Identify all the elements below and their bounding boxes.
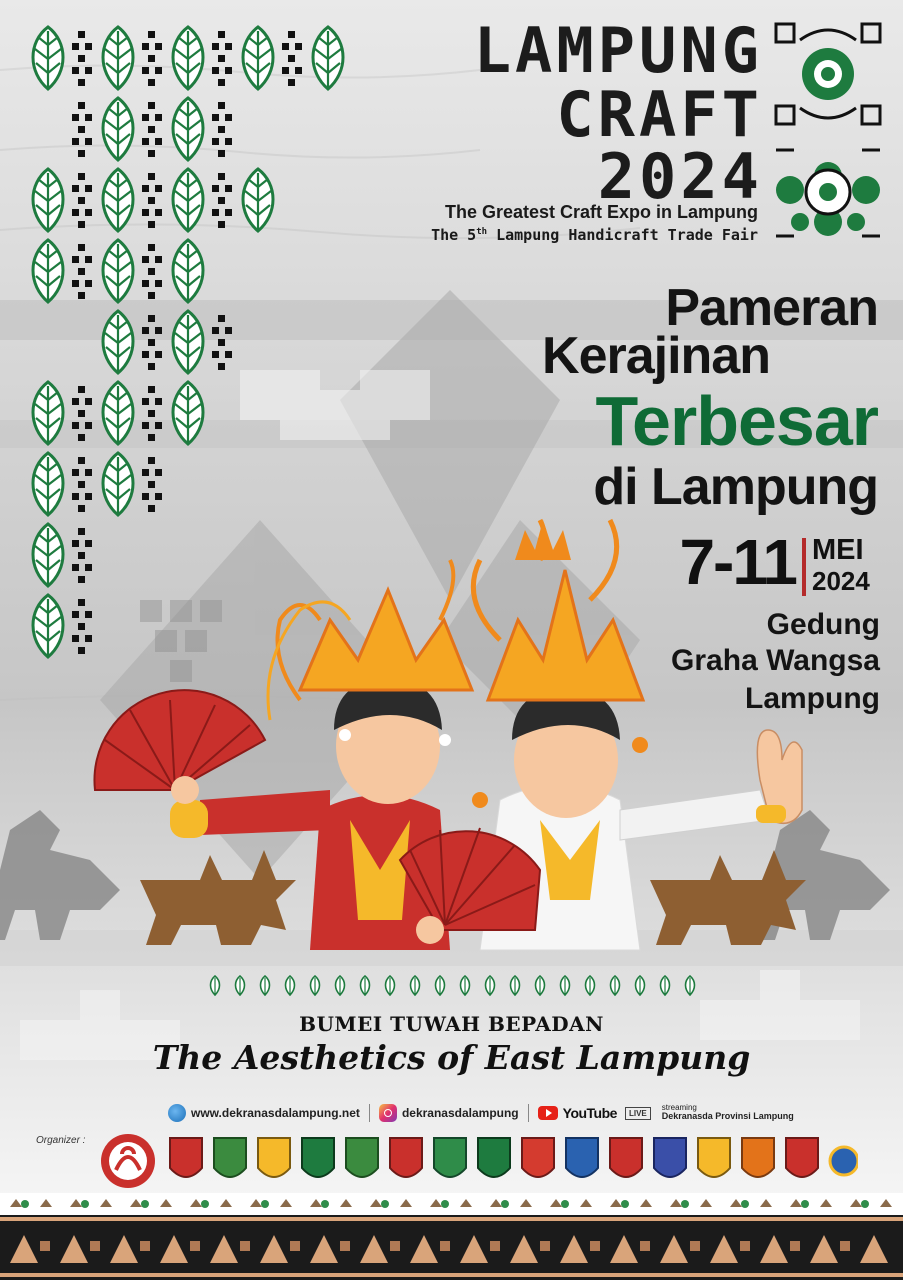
organizer-label: Organizer : bbox=[36, 1135, 86, 1146]
event-month: MEI bbox=[812, 534, 864, 566]
date-divider bbox=[802, 538, 806, 596]
venue-line-2: Graha Wangsa bbox=[671, 644, 880, 677]
subtagline-prefix: The 5 bbox=[431, 226, 477, 244]
subtagline-ordinal: th bbox=[476, 227, 488, 237]
youtube-link[interactable] bbox=[538, 1104, 794, 1123]
subtagline-suffix: Lampung Handicraft Trade Fair bbox=[487, 226, 758, 244]
title-line-2: CRAFT bbox=[556, 78, 763, 151]
footer-tapis-border bbox=[0, 1193, 903, 1280]
instagram-handle: dekranasdalampung bbox=[401, 1106, 519, 1120]
website-link[interactable] bbox=[168, 1104, 360, 1122]
title-line-3: 2024 bbox=[597, 140, 763, 213]
streaming-info bbox=[662, 1104, 794, 1123]
headline-line-2: Kerajinan bbox=[542, 327, 770, 385]
venue-line-1: Gedung bbox=[766, 608, 880, 641]
globe-icon bbox=[168, 1104, 186, 1122]
youtube-text: YouTube bbox=[562, 1105, 617, 1121]
website-text: www.dekranasdalampung.net bbox=[191, 1106, 360, 1120]
organizer-logos bbox=[98, 1134, 858, 1188]
divider bbox=[528, 1104, 529, 1122]
headline-line-3: Terbesar bbox=[595, 382, 878, 460]
streaming-label: streaming bbox=[661, 1102, 697, 1112]
contact-links bbox=[168, 1101, 808, 1125]
regency-crest-icon bbox=[170, 1138, 858, 1177]
theme-local: BUMEI TUWAH BEPADAN bbox=[299, 1012, 604, 1036]
event-days: 7-11 bbox=[679, 526, 796, 598]
event-year: 2024 bbox=[812, 566, 870, 596]
instagram-icon bbox=[379, 1104, 397, 1122]
divider bbox=[369, 1104, 370, 1122]
dekranasda-logo bbox=[101, 1134, 155, 1188]
headline-line-4: di Lampung bbox=[593, 458, 878, 516]
theme-english: The Aesthetics of East Lampung bbox=[152, 1038, 751, 1077]
streaming-channel: Dekranasda Provinsi Lampung bbox=[661, 1111, 794, 1122]
youtube-icon bbox=[538, 1106, 558, 1120]
instagram-link[interactable] bbox=[379, 1104, 519, 1122]
live-badge: LIVE bbox=[625, 1107, 651, 1120]
title-line-1: LAMPUNG bbox=[473, 14, 763, 87]
tagline: The Greatest Craft Expo in Lampung bbox=[444, 202, 758, 222]
headline-line-1: Pameran bbox=[665, 279, 878, 337]
subtagline bbox=[250, 226, 758, 244]
venue-line-3: Lampung bbox=[745, 682, 880, 715]
